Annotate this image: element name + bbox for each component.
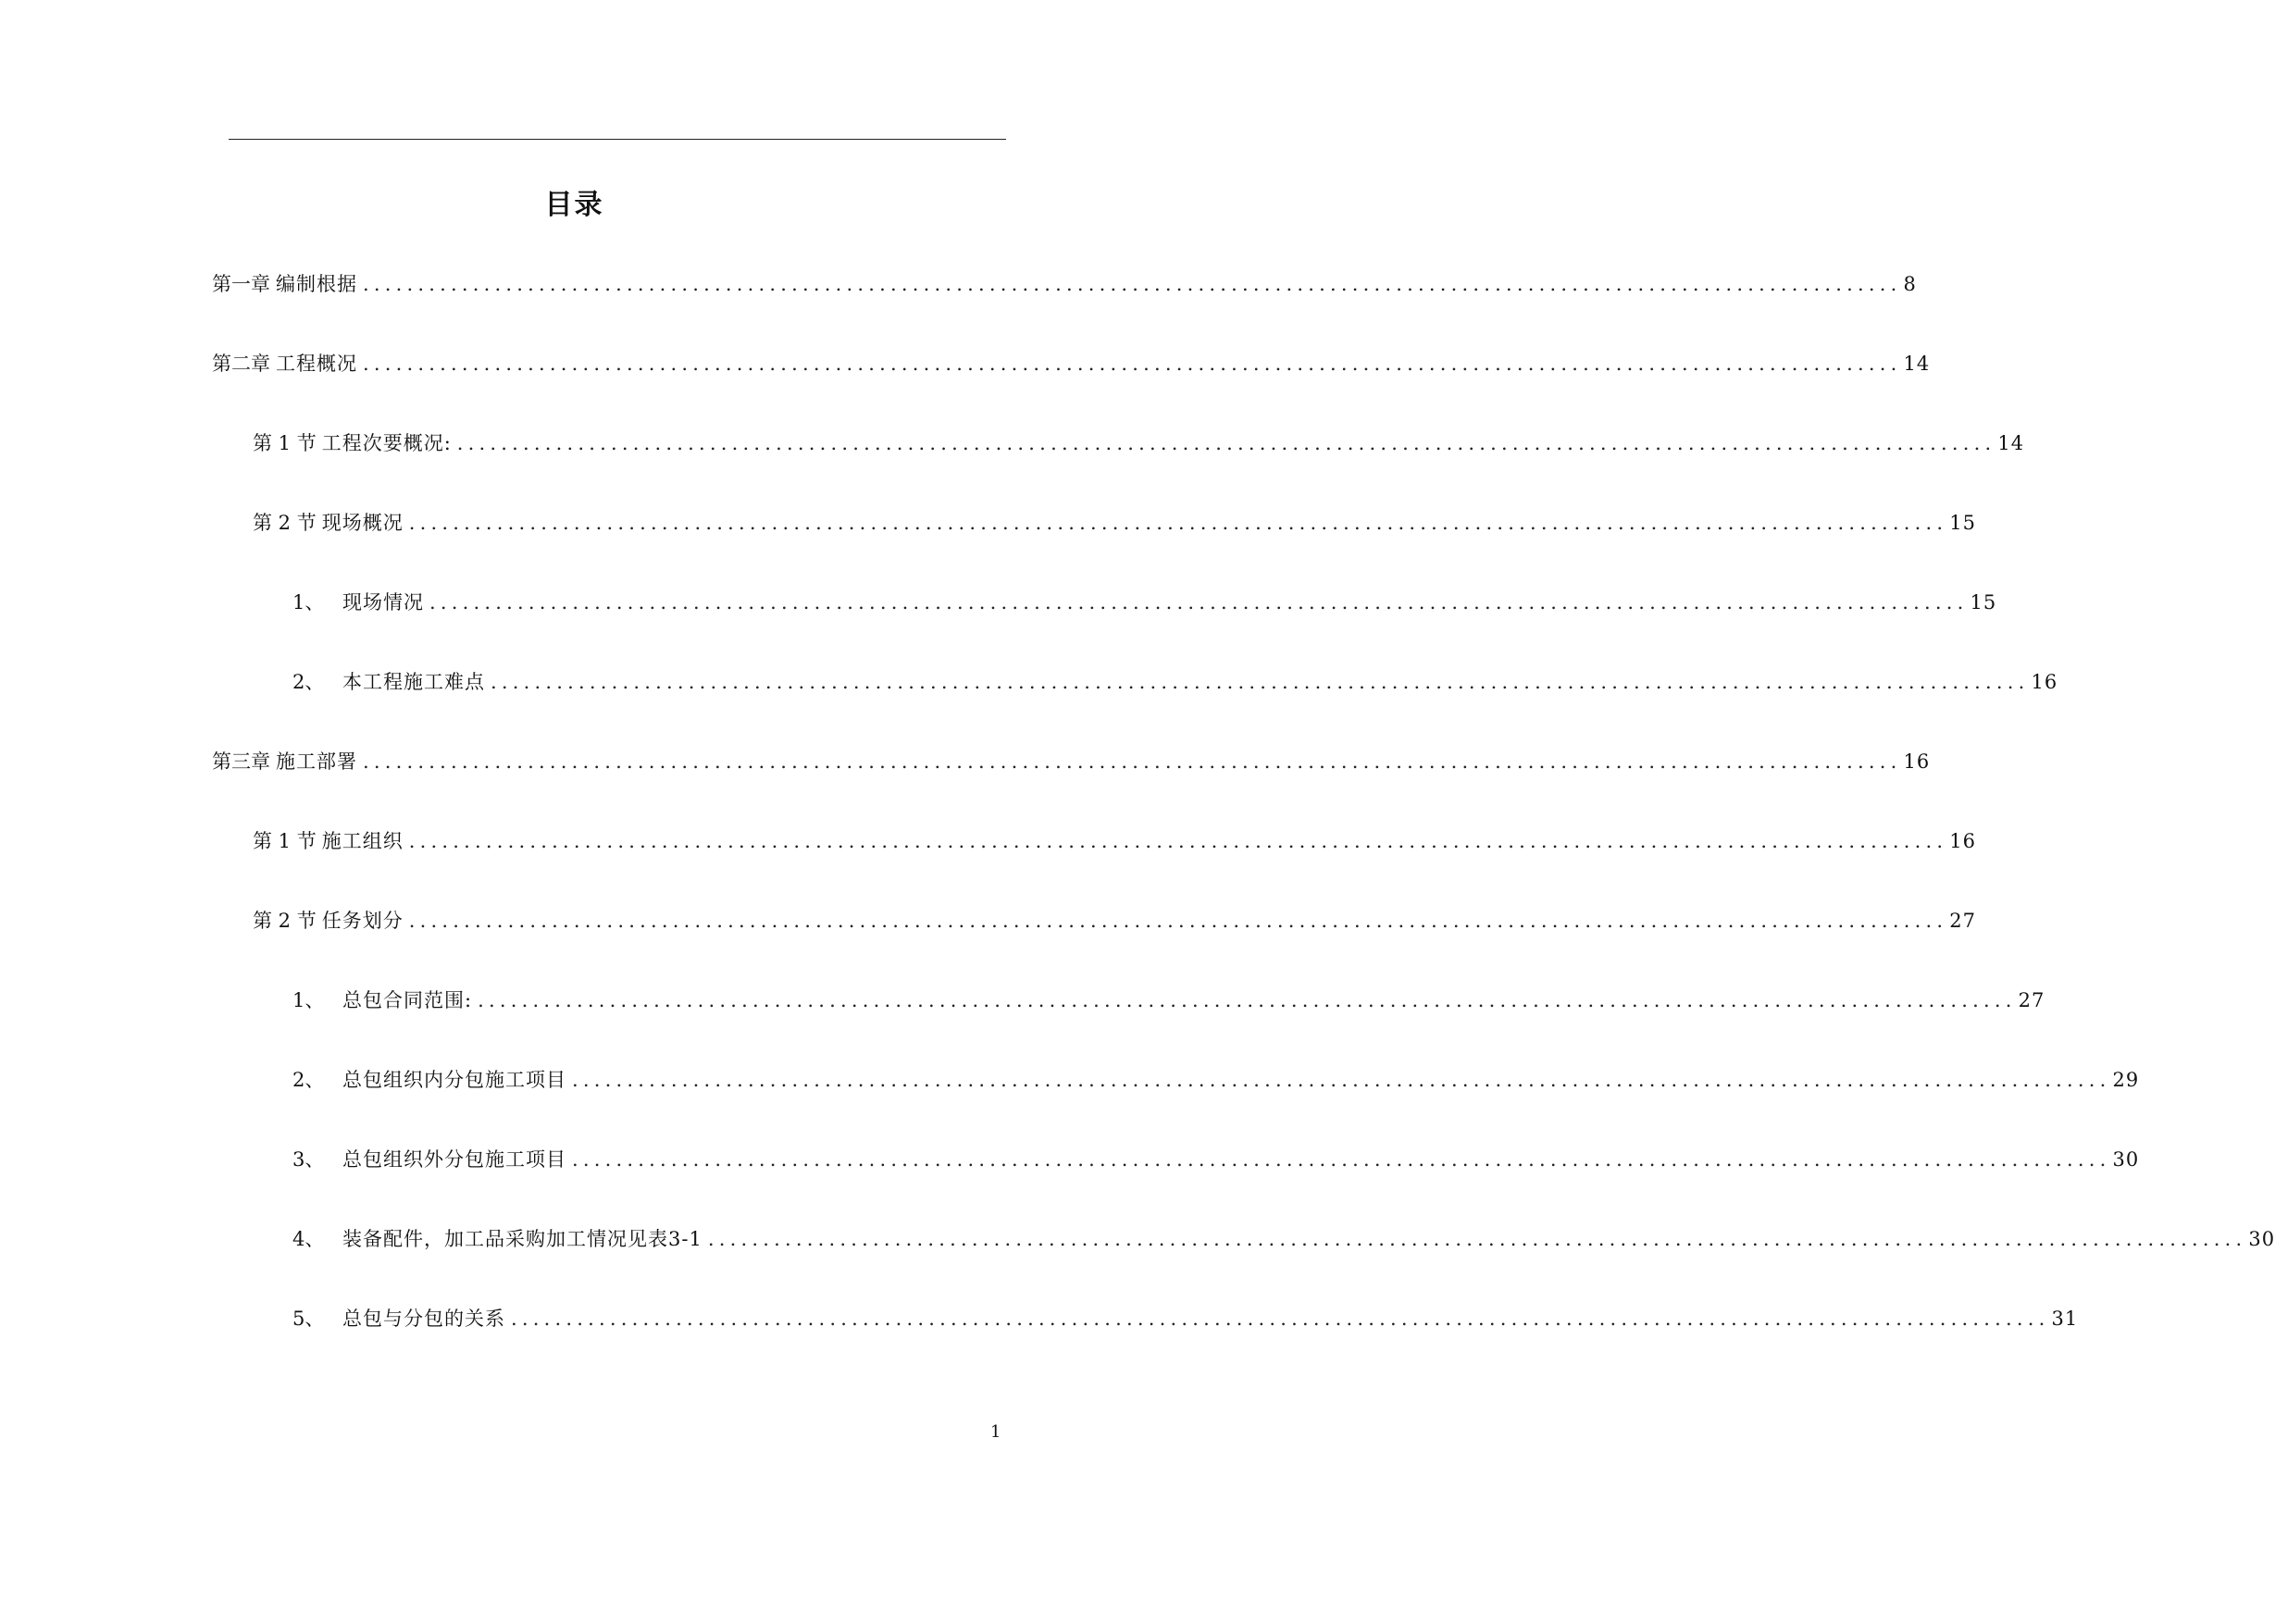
toc-entry-text: 总包组织外分包施工项目 xyxy=(342,1148,566,1171)
toc-entry-text: 工程概况 xyxy=(276,353,357,375)
toc-entry-text: 现场概况 xyxy=(321,512,404,534)
toc-leader-dots: ............................................................................................................................................ xyxy=(478,989,2017,1011)
toc-leader-dots: ............................................................................................................................................ xyxy=(363,273,1902,295)
toc-entry-chapter-2[interactable] xyxy=(212,350,1931,378)
toc-entry-page: 27 xyxy=(1949,910,1976,932)
toc-leader-dots: ............................................................................................................................................ xyxy=(429,591,1969,614)
toc-entry-number: 1、 xyxy=(292,591,325,614)
toc-entry-number: 第一章 xyxy=(212,273,270,295)
toc-entry-section-2-2[interactable] xyxy=(253,509,1976,537)
toc-entry-number: 3、 xyxy=(292,1148,325,1171)
toc-entry-number: 第 1 节 xyxy=(253,830,317,852)
toc-entry-number: 第二章 xyxy=(212,353,270,375)
toc-entry-text: 编制根据 xyxy=(276,273,357,295)
toc-entry-number: 1、 xyxy=(292,989,325,1011)
toc-entry-text: 总包组织内分包施工项目 xyxy=(342,1069,566,1091)
toc-entry-number: 2、 xyxy=(292,1069,325,1091)
toc-entry-section-3-1[interactable] xyxy=(253,827,1976,855)
toc-entry-page: 27 xyxy=(2018,989,2045,1011)
toc-entry-number: 第三章 xyxy=(212,750,270,773)
toc-entry-text: 总包与分包的关系 xyxy=(342,1308,505,1330)
toc-entry-section-3-2[interactable] xyxy=(253,907,1976,935)
toc-entry-number: 第 2 节 xyxy=(253,910,317,932)
toc-entry-page: 8 xyxy=(1903,273,1917,295)
toc-entry-page: 16 xyxy=(1903,750,1931,773)
toc-entry-number: 5、 xyxy=(292,1308,325,1330)
toc-leader-dots: ............................................................................................................................................ xyxy=(408,830,1948,852)
toc-entry-page: 31 xyxy=(2051,1308,2079,1330)
toc-entry-text: 总包合同范围: xyxy=(342,989,473,1011)
toc-leader-dots: ............................................................................................................................................ xyxy=(408,910,1948,932)
toc-entry-item-3-2-4[interactable] xyxy=(292,1225,2275,1253)
toc-leader-dots: ............................................................................................................................................ xyxy=(572,1148,2111,1171)
toc-leader-dots: ............................................................................................................................................ xyxy=(363,750,1902,773)
toc-leader-dots: ............................................................................................................................................ xyxy=(408,512,1948,534)
toc-entry-page: 16 xyxy=(2031,671,2058,693)
toc-entry-text: 现场情况 xyxy=(342,591,424,614)
toc-entry-text: 施工组织 xyxy=(321,830,404,852)
toc-entry-number: 2、 xyxy=(292,671,325,693)
toc-entry-section-2-1[interactable] xyxy=(253,429,2025,457)
toc-entry-page: 15 xyxy=(1949,512,1976,534)
toc-title: 目录 xyxy=(544,189,604,221)
toc-entry-item-3-2-1[interactable] xyxy=(292,986,2045,1014)
toc-leader-dots: ............................................................................................................................................ xyxy=(511,1308,2050,1330)
toc-entry-page: 16 xyxy=(1949,830,1976,852)
toc-entry-chapter-1[interactable] xyxy=(212,270,1917,298)
toc-leader-dots: ............................................................................................................................................ xyxy=(456,432,1996,454)
toc-leader-dots: ............................................................................................................................................ xyxy=(491,671,2030,693)
toc-entry-page: 14 xyxy=(1997,432,2025,454)
toc-leader-dots: ............................................................................................................................................ xyxy=(363,353,1902,375)
toc-entry-item-3-2-5[interactable] xyxy=(292,1305,2079,1333)
toc-entry-page: 15 xyxy=(1970,591,1997,614)
toc-entry-chapter-3[interactable] xyxy=(212,748,1931,775)
toc-entry-item-2-2-2[interactable] xyxy=(292,668,2058,696)
toc-entry-page: 30 xyxy=(2248,1228,2275,1250)
toc-entry-number: 第 1 节 xyxy=(253,432,317,454)
toc-entry-item-3-2-2[interactable] xyxy=(292,1066,2140,1094)
page-number: 1 xyxy=(990,1422,1001,1442)
toc-leader-dots: ............................................................................................................................................ xyxy=(572,1069,2111,1091)
toc-entry-item-2-2-1[interactable] xyxy=(292,589,1997,616)
toc-entry-text: 工程次要概况: xyxy=(321,432,452,454)
toc-entry-text: 任务划分 xyxy=(321,910,404,932)
toc-entry-number: 第 2 节 xyxy=(253,512,317,534)
toc-entry-number: 4、 xyxy=(292,1228,325,1250)
toc-entry-page: 14 xyxy=(1903,353,1931,375)
toc-entry-item-3-2-3[interactable] xyxy=(292,1146,2140,1173)
toc-entry-page: 30 xyxy=(2112,1148,2140,1171)
toc-entry-text: 本工程施工难点 xyxy=(342,671,485,693)
toc-entry-page: 29 xyxy=(2112,1069,2140,1091)
toc-entry-text: 施工部署 xyxy=(276,750,357,773)
toc-entry-text: 装备配件，加工品采购加工情况见表3-1 xyxy=(342,1228,702,1250)
toc-leader-dots: ............................................................................................................................................ xyxy=(707,1228,2247,1250)
